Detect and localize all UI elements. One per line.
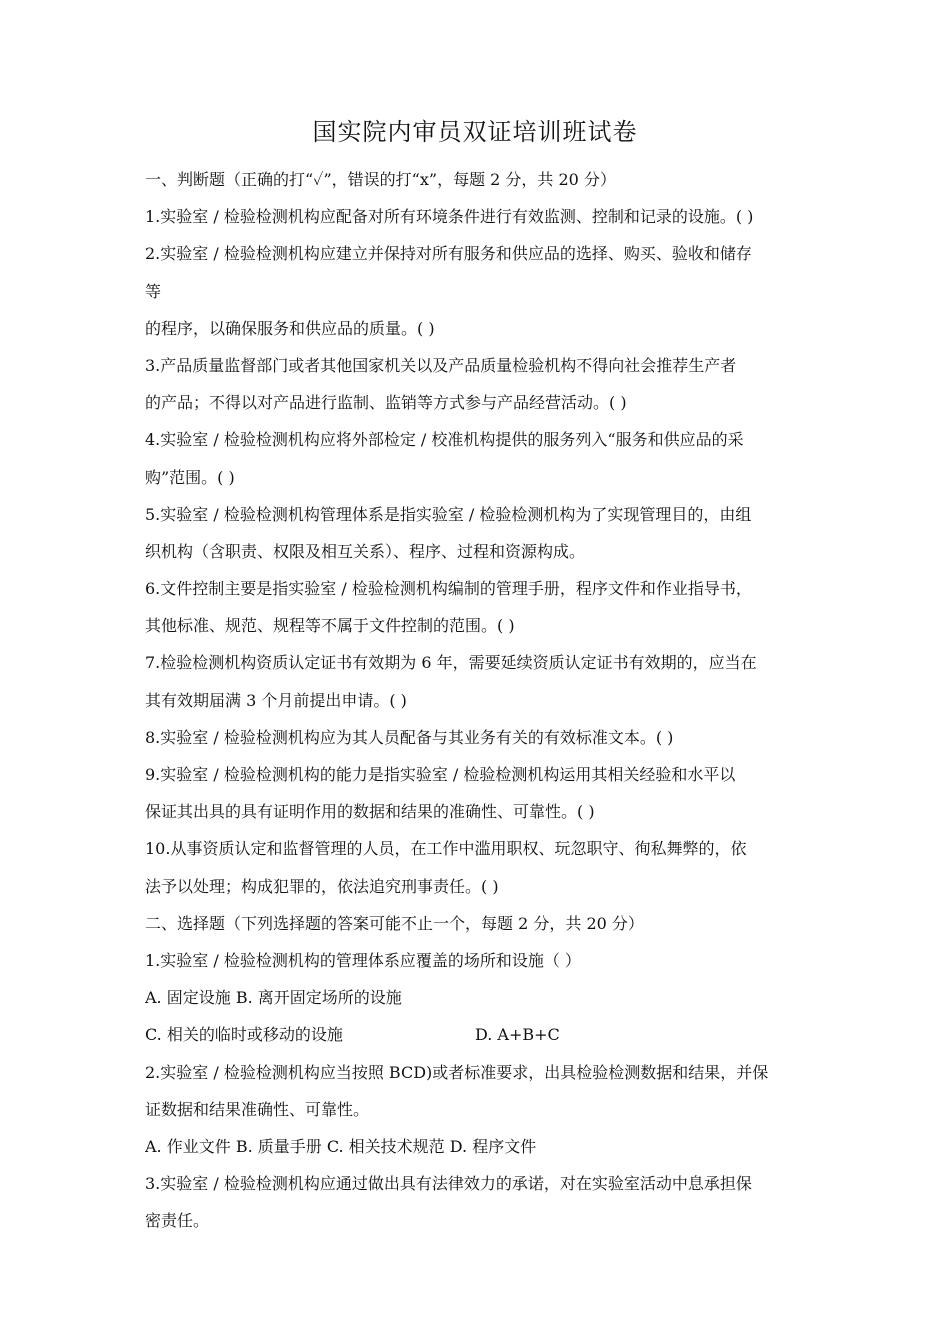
text-line: 3.实验室 / 检验检测机构应通过做出具有法律效力的承诺，对在实验室活动中息承担保	[145, 1174, 752, 1194]
text-line: 4.实验室 / 检验检测机构应将外部检定 / 校准机构提供的服务列入“服务和供应品的采	[145, 430, 744, 450]
exam-content	[145, 161, 810, 1239]
text-line: 1.实验室 / 检验检测机构应配备对所有环境条件进行有效监测、控制和记录的设施。( )	[145, 207, 754, 227]
page-title: 国实院内审员双证培训班试卷	[312, 118, 638, 146]
text-line: 10.从事资质认定和监督管理的人员，在工作中滥用职权、玩忽职守、徇私舞弊的，依	[145, 839, 747, 859]
text-line: A. 作业文件 B. 质量手册 C. 相关技术规范 D. 程序文件	[145, 1136, 537, 1156]
text-line: 1.实验室 / 检验检测机构的管理体系应覆盖的场所和设施（ ）	[145, 950, 581, 970]
text-line: 证数据和结果准确性、可靠性。	[145, 1099, 370, 1119]
text-line: 二、选择题（下列选择题的答案可能不止一个，每题 2 分，共 20 分）	[145, 913, 644, 933]
text-line: 密责任。	[145, 1211, 210, 1231]
text-line: 其有效期届满 3 个月前提出申请。( )	[145, 690, 407, 710]
text-line: 等	[145, 281, 162, 301]
text-line: 其他标准、规范、规程等不属于文件控制的范围。( )	[145, 616, 515, 636]
text-line: 8.实验室 / 检验检测机构应为其人员配备与其业务有关的有效标准文本。( )	[145, 727, 674, 747]
question-block	[145, 161, 810, 1016]
text-line: 一、判断题（正确的打“✓”，错误的打“x”，每题 2 分，共 20 分）	[145, 170, 616, 189]
text-line: 9.实验室 / 检验检测机构的能力是指实验室 / 检验检测机构运用其相关经验和水平以	[145, 765, 736, 784]
text-line: 保证其出具的具有证明作用的数据和结果的准确性、可靠性。( )	[145, 802, 595, 822]
option-d: D. A+B+C	[475, 1025, 560, 1045]
text-line: 的程序，以确保服务和供应品的质量。( )	[145, 318, 435, 338]
option-c: C. 相关的临时或移动的设施	[145, 1025, 343, 1045]
text-line: 2.实验室 / 检验检测机构应当按照 BCD)或者标准要求，出具检验检测数据和结果，并保	[145, 1062, 769, 1082]
question-block-continued	[145, 1054, 810, 1240]
option-row	[145, 1016, 810, 1053]
text-line: 法予以处理；构成犯罪的，依法追究刑事责任。( )	[145, 876, 499, 896]
text-line: 的产品；不得以对产品进行监制、监销等方式参与产品经营活动。( )	[145, 393, 627, 413]
text-line: 织机构（含职责、权限及相互关系）、程序、过程和资源构成。	[145, 541, 586, 561]
text-line: A. 固定设施 B. 离开固定场所的设施	[145, 988, 402, 1008]
text-line: 购”范围。( )	[145, 467, 235, 487]
text-line: 5.实验室 / 检验检测机构管理体系是指实验室 / 检验检测机构为了实现管理目的，由组	[145, 504, 752, 524]
text-line: 7.检验检测机构资质认定证书有效期为 6 年，需要延续资质认定证书有效期的，应当在	[145, 653, 757, 673]
text-line: 6.文件控制主要是指实验室 / 检验检测机构编制的管理手册，程序文件和作业指导书，	[145, 579, 752, 599]
text-line: 2.实验室 / 检验检测机构应建立并保持对所有服务和供应品的选择、购买、验收和储存	[145, 244, 752, 264]
text-line: 3.产品质量监督部门或者其他国家机关以及产品质量检验机构不得向社会推荐生产者	[145, 355, 737, 375]
